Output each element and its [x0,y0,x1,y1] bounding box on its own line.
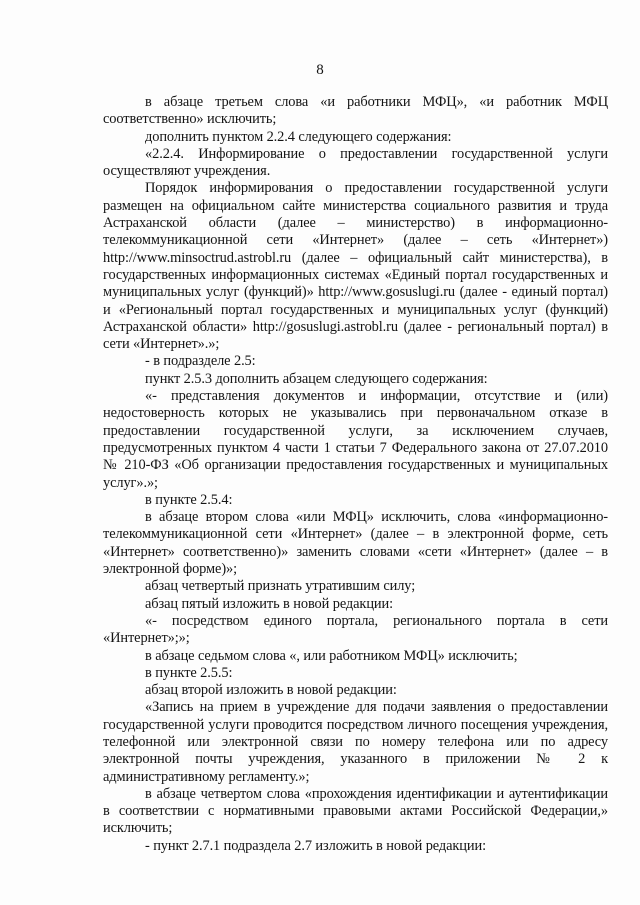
document-body [103,94,608,855]
paragraph: - в подразделе 2.5: [145,353,256,370]
paragraph: абзац пятый изложить в новой редакции: [145,595,394,612]
paragraph: в пункте 2.5.4: [145,491,233,508]
paragraph: в пункте 2.5.5: [145,664,233,681]
paragraph: «- посредством единого портала, регионального портала в сети «Интернет»;»; [103,612,608,647]
paragraph: в абзаце втором слова «или МФЦ» исключить, слова «информационно-телекоммуникационной сети «Интернет» (далее – в электронной форме, сеть «Интернет» соответственно)» заменить словами «сети «Интернет» (далее – в электронной форме)»; [103,509,608,578]
paragraph: дополнить пунктом 2.2.4 следующего содержания: [145,128,452,145]
paragraph: «Запись на прием в учреждение для подачи заявления о предоставлении государственной услуги проводится посредством личного посещения учреждения, телефонной или электронной связи по номеру телефона или по адресу электронной почты учреждения, указанного в приложении № 2 к административному регламенту.»; [103,699,608,785]
paragraph: Порядок информирования о предоставлении государственной услуги размещен на официальном сайте министерства социального развития и труда Астраханской области (далее – министерство) в информационно-телекоммуникационной сети «Интернет» (далее – сеть «Интернет») http://www.minsoctrud.astrobl.ru (далее – официальный сайт министерства), в государственных информационных системах «Единый портал государственных и муниципальных услуг (функций)» http://www.gosuslugi.ru (далее - единый портал) и «Региональный портал государственных и муниципальных услуг (функций) Астраханской области» http://gosuslugi.astrobl.ru (далее - региональный портал) в сети «Интернет».»; [103,180,608,353]
paragraph: в абзаце четвертом слова «прохождения идентификации и аутентификации в соответствии с нормативными правовыми актами Российской Федерации,» исключить; [103,785,608,837]
page-number: 8 [316,62,324,78]
paragraph: в абзаце третьем слова «и работники МФЦ», «и работник МФЦ соответственно» исключить; [103,94,608,128]
paragraph: абзац второй изложить в новой редакции: [145,682,397,699]
paragraph: «2.2.4. Информирование о предоставлении государственной услуги осуществляют учреждения. [103,145,608,180]
paragraph: абзац четвертый признать утратившим силу; [145,578,416,595]
paragraph: пункт 2.5.3 дополнить абзацем следующего содержания: [145,370,488,387]
paragraph: в абзаце седьмом слова «, или работником МФЦ» исключить; [145,647,518,664]
paragraph: - пункт 2.7.1 подраздела 2.7 изложить в новой редакции: [145,837,486,854]
paragraph: «- представления документов и информации, отсутствие и (или) недостоверность которых не указывались при первоначальном отказе в предоставлении государственной услуги, за исключением случаев, предусмотренных пунктом 4 части 1 статьи 7 Федерального закона от 27.07.2010 № 210-ФЗ «Об организации предоставления государственных и муниципальных услуг».»; [103,388,608,491]
